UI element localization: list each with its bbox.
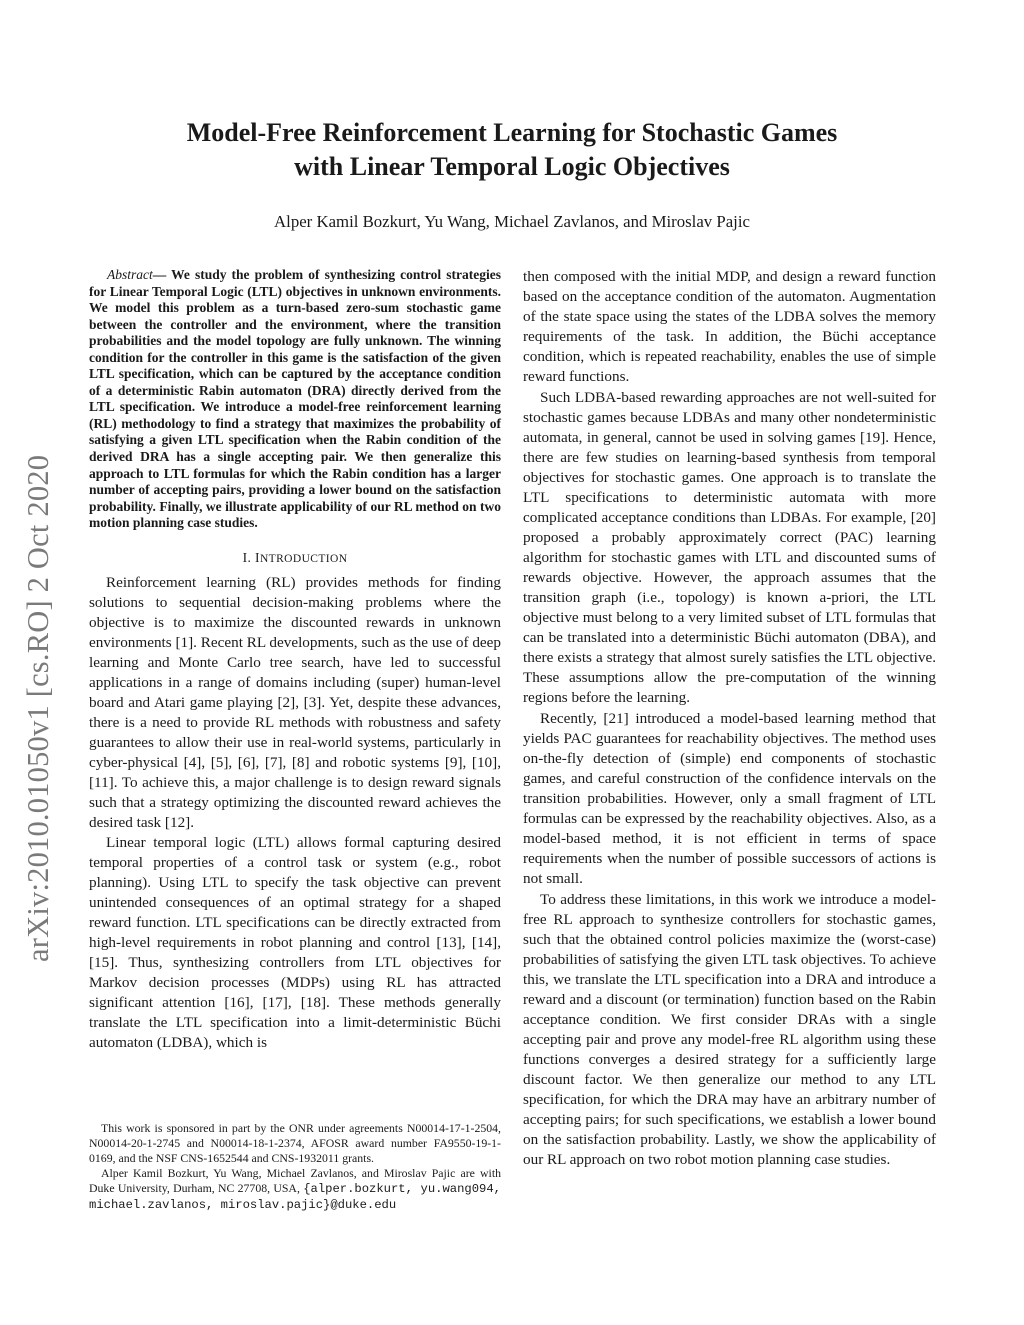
right-paragraph-1: then composed with the initial MDP, and design a reward function based on the acceptance condition of the automaton. Augmentation of the state space using the states of the LDBA solves the memory requirements of the task. In addition, the Büchi acceptance condition, which is repeated reachability, enables the use of simple reward functions. xyxy=(523,268,936,385)
section-heading-introduction xyxy=(89,549,501,568)
abstract-label: Abstract xyxy=(107,267,153,282)
right-column xyxy=(523,267,936,1170)
title-line-1: Model-Free Reinforcement Learning for Stochastic Games xyxy=(186,118,838,147)
paper-title xyxy=(0,116,1024,184)
abstract-text: We study the problem of synthesizing control strategies for Linear Temporal Logic (LTL) objectives in unknown environments. We model this problem as a turn-based zero-sum stochastic game between the controller and the environment, where the transition probabilities and the model topology are fully unknown. The winning condition for the controller in this game is the satisfaction of the given LTL specification, which can be captured by the acceptance condition of a deterministic Rabin automaton (DRA) directly derived from the LTL specification. We introduce a model-free reinforcement learning (RL) methodology to find a strategy that maximizes the probability of satisfying a given LTL specification when the Rabin condition of the derived DRA has a single accepting pair. We then generalize this approach to LTL formulas for which the Rabin condition has a larger number of accepting pairs, providing a lower bound on the satisfaction probability. Finally, we illustrate applicability of our RL method on two motion planning case studies. xyxy=(89,267,501,531)
intro-paragraph-1: Reinforcement learning (RL) provides methods for finding solutions to sequential decision-making problems where the objective is to maximize the discounted rewards in unknown environments [1]. Recent RL developments, such as the use of deep learning and Monte Carlo tree search, have led to successful applications in a range of domains including (super) human-level board and Atari game playing [2], [3]. Yet, despite these advances, there is a need to provide RL methods with robustness and safety guarantees to allow their use in real-world systems, particularly in cyber-physical [4], [5], [6], [7], [8] and robotic systems [9], [10], [11]. To achieve this, a major challenge is to design reward signals such that a strategy optimizing the discounted reward achieves the desired task [12]. xyxy=(89,573,501,831)
section-initial: I xyxy=(255,549,260,565)
abstract xyxy=(89,267,501,532)
title-line-2: with Linear Temporal Logic Objectives xyxy=(294,152,730,181)
abstract-dash: — xyxy=(152,267,172,282)
footnote-emails: {alper.bozkurt, yu.wang094, michael.zavlanos, miroslav.pajic}@duke.edu xyxy=(89,1182,501,1213)
footnote-sponsorship: This work is sponsored in part by the ONR under agreements N00014-17-1-2504, N00014-20-1-2745 and N00014-18-1-2374, AFOSR award number FA9550-19-1-0169, and the NSF CNS-1652544 and CNS-1932011 grants. xyxy=(89,1121,501,1166)
footnote-affiliation xyxy=(89,1166,501,1213)
right-paragraph-4: To address these limitations, in this work we introduce a model-free RL approach to synthesize controllers for stochastic games, such that the obtained control policies maximize the (worst-case) probabilities of satisfying the given LTL task objectives. To achieve this, we translate the LTL specification into a DRA and introduce a reward and a discount (or termination) function based on the Rabin acceptance condition. We first consider DRAs with a single accepting pair and prove any model-free RL algorithm using these functions converges a desired strategy for a sufficiently large discount factor. We then generalize our method to any LTL specification, for which the DRA may have an arbitrary number of accepting pairs; for such specifications, we establish a lower bound on the satisfaction probability. Lastly, we show the applicability of our RL approach on two robot motion planning case studies. xyxy=(523,891,936,1168)
footnote xyxy=(89,1121,501,1214)
arxiv-identifier: arXiv:2010.01050v1 [cs.RO] 2 Oct 2020 xyxy=(21,454,55,962)
right-paragraph-2: Such LDBA-based rewarding approaches are not well-suited for stochastic games because LDBAs and many other nondeterministic automata, in general, cannot be used in solving games [19]. Hence, there are few studies on learning-based synthesis from temporal objectives for stochastic games. One approach is to translate the LTL specifications to deterministic automata with more complicated acceptance conditions than LDBAs. For example, [20] proposed a probably approximately correct (PAC) learning algorithm for stochastic games with LTL and discounted sums of rewards objective. However, the approach assumes that the transition graph (i.e., topology) is known a-priori, the LTL objective must belong to a very limited subset of LTL formulas that can be translated into a deterministic Büchi automaton (DBA), and there exists a strategy that almost surely satisfies the LTL objective. These assumptions allow the pre-computation of the winning regions before the learning. xyxy=(523,389,936,706)
section-numeral: I. xyxy=(242,549,256,565)
left-column xyxy=(89,267,501,1053)
section-title-rest: NTRODUCTION xyxy=(259,552,348,565)
intro-paragraph-2: Linear temporal logic (LTL) allows formal capturing desired temporal properties of a control task or system (e.g., robot planning). Using LTL to specify the task objective can prevent unintended consequences of an optimal strategy for a shaped reward function. LTL specifications can be directly extracted from high-level requirements in robot planning and control [13], [14], [15]. Thus, synthesizing controllers from LTL objectives for Markov decision processes (MDPs) using RL has attracted significant attention [16], [17], [18]. These methods generally translate the LTL specification into a limit-deterministic Büchi automaton (LDBA), which is xyxy=(89,833,501,1051)
author-list: Alper Kamil Bozkurt, Yu Wang, Michael Zavlanos, and Miroslav Pajic xyxy=(274,212,750,231)
footnote-affiliation-text: Alper Kamil Bozkurt, Yu Wang, Michael Zavlanos, and Miroslav Pajic are with Duke University, Durham, NC 27708, USA, xyxy=(89,1166,501,1196)
right-paragraph-3: Recently, [21] introduced a model-based learning method that yields PAC guarantees for reachability objectives. The method uses on-the-fly detection of (simple) end components of stochastic games, and careful construction of the confidence intervals on the transition probabilities. However, only a small fragment of LTL formulas can be expressed by the reachability objectives. Also, as a model-based method, it is not efficient in terms of space requirements when the number of possible successors of actions is not small. xyxy=(523,710,936,887)
